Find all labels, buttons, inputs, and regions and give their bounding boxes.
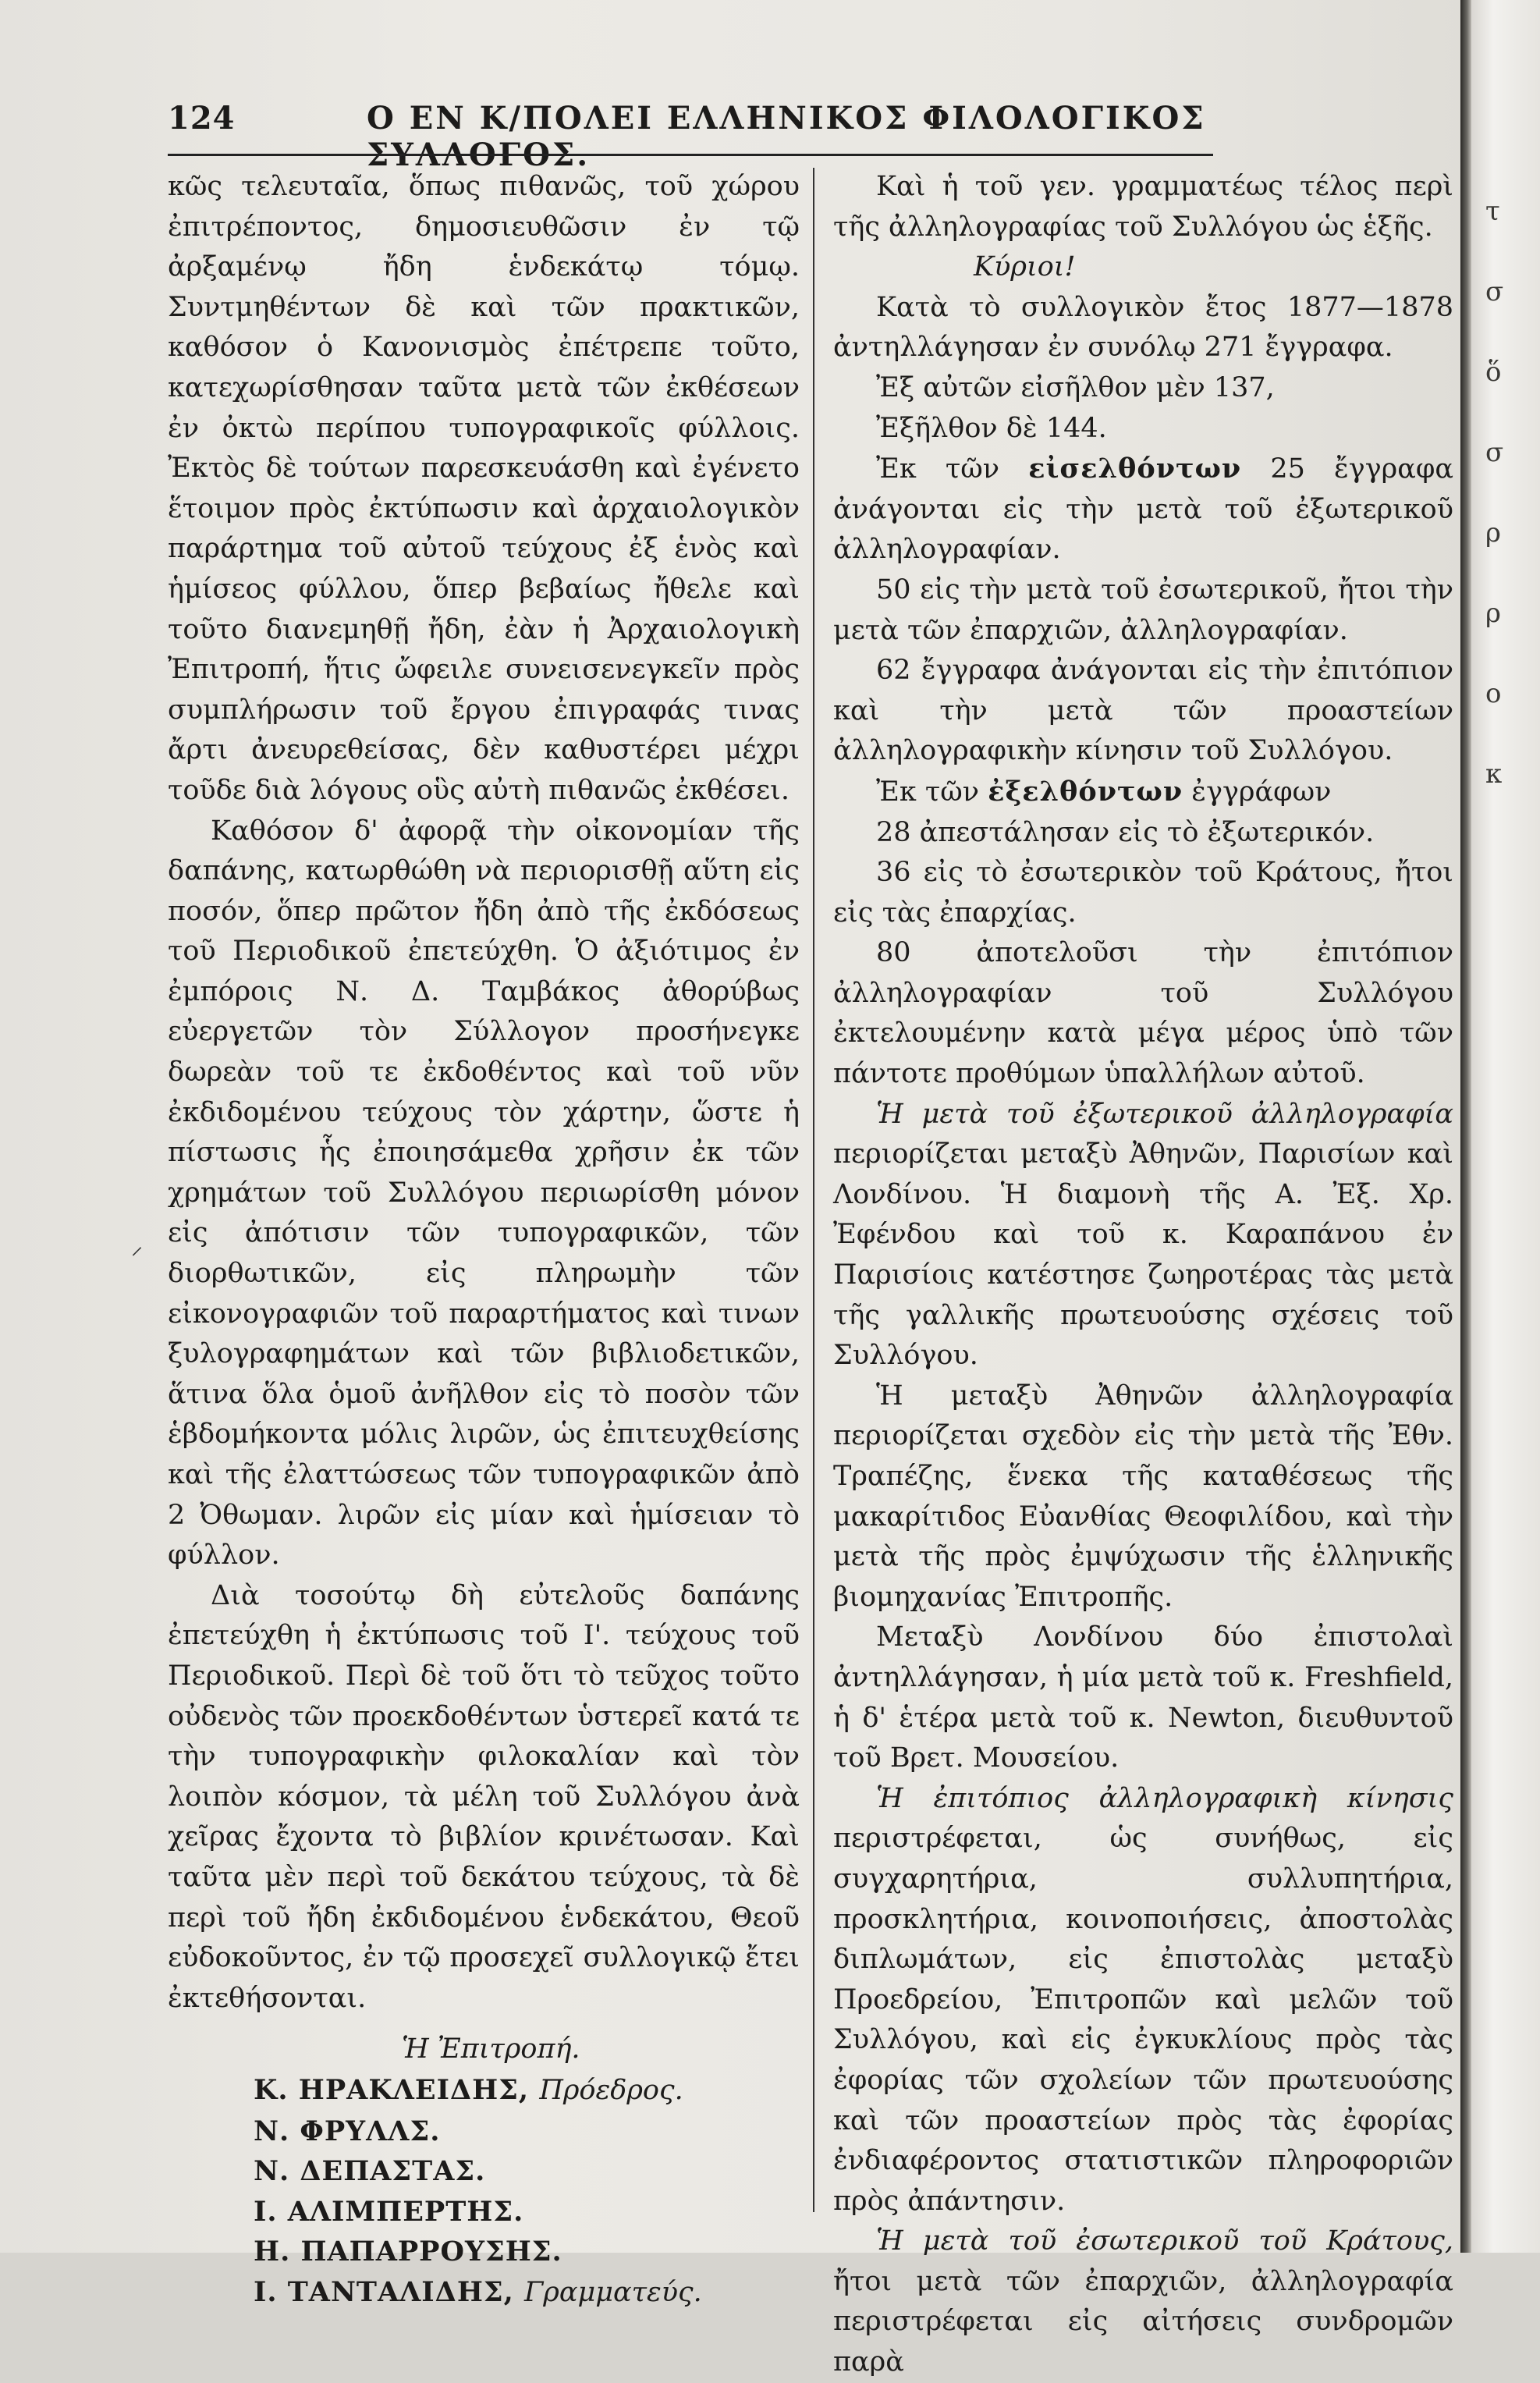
paragraph: Ἡ μετὰ τοῦ ἐσωτερικοῦ τοῦ Κράτους, ἤτοι μετὰ τῶν ἐπαρχιῶν, ἀλληλογραφία περιστρέφεται εἰς αἰτήσεις συνδρομῶν παρὰ [833, 2225, 1453, 2378]
paragraph: Μεταξὺ Λονδίνου δύο ἐπιστολαὶ ἀντηλλάγησαν, ἡ μία μετὰ τοῦ κ. Freshfield, ἡ δ' ἑτέρα μετὰ τοῦ κ. Newton, διευθυντοῦ τοῦ Βρετ. Μουσείου. [833, 1621, 1453, 1774]
paragraph: Ἐκ τῶν εἰσελθόντων 25 ἔγγραφα ἀνάγονται εἰς τὴν μετὰ τοῦ ἐξωτερικοῦ ἀλληλογραφίαν. [833, 453, 1453, 566]
paragraph: Καὶ ἡ τοῦ γεν. γραμματέως τέλος περὶ τῆς ἀλληλογραφίας τοῦ Συλλόγου ὡς ἑξῆς. [833, 171, 1453, 243]
paragraph: 50 εἰς τὴν μετὰ τοῦ ἐσωτερικοῦ, ἤτοι τὴν μετὰ τῶν ἐπαρχιῶν, ἀλληλογραφίαν. [833, 574, 1453, 646]
signatory: Κ. ΗΡΑΚΛΕΙΔΗΣ, Πρόεδρος. [254, 2073, 683, 2106]
edge-letter: κ [1485, 758, 1503, 790]
paragraph: Καθόσον δ' ἀφορᾷ τὴν οἰκονομίαν τῆς δαπάνης, κατωρθώθη νὰ περιορισθῇ αὕτη εἰς ποσόν, ὅπερ πρῶτον ἤδη ἀπὸ τῆς ἐκδόσεως τοῦ Περιοδικοῦ ἐπετεύχθη. Ὁ ἀξιότιμος ἐν ἐμπόροις Ν. Δ. Ταμβάκος ἀθορύβως εὐεργετῶν τὸν Σύλλογον προσήνεγκε δωρεὰν τοῦ τε ἐκδοθέντος καὶ τοῦ νῦν ἐκδιδομένου τεύχους τὸν χάρτην, ὥστε ἡ πίστωσις ἧς ἐποιησάμεθα χρῆσιν ἐκ τῶν χρημάτων τοῦ Συλλόγου περιωρίσθη μόνον εἰς ἀπότισιν τῶν τυπογραφικῶν, τῶν διορθωτικῶν, εἰς πληρωμὴν τῶν εἰκονογραφιῶν τοῦ παραρτήματος καὶ τινων ξυλογραφημάτων καὶ τῶν βιβλιοδετικῶν, ἅτινα ὅλα ὁμοῦ ἀνῆλθον εἰς τὸ ποσὸν τῶν ἑβδομήκοντα μόλις λιρῶν, ὡς ἐπιτευχθείσης καὶ τῆς ἐλαττώσεως τῶν τυπογραφικῶν ἀπὸ 2 Ὀθωμαν. λιρῶν εἰς μίαν καὶ ἡμίσειαν τὸ φύλλον. [168, 815, 800, 1572]
signatory: Η. ΠΑΠΑΡΡΟΥΣΗΣ. [254, 2236, 562, 2268]
salutation: Κύριοι! [974, 251, 1076, 283]
paragraph: Ἡ μετὰ τοῦ ἐξωτερικοῦ ἀλληλογραφία περιορίζεται μεταξὺ Ἀθηνῶν, Παρισίων καὶ Λονδίνου. Ἡ διαμονὴ τῆς Α. Ἐξ. Χρ. Ἐφένδου καὶ τοῦ κ. Καραπάνου ἐν Παρισίοις κατέστησε ζωηροτέρας τὰς μετὰ τῆς γαλλικῆς πρωτευούσης σχέσεις τοῦ Συλλόγου. [833, 1098, 1453, 1372]
committee-label: Ἡ Ἐπιτροπή. [402, 2033, 580, 2065]
paragraph: Ἡ ἐπιτόπιος ἀλληλογραφικὴ κίνησις περιστρέφεται, ὡς συνήθως, εἰς συγχαρητήρια, συλλυπητήρια, προσκλητήρια, κοινοποιήσεις, ἀποστολὰς διπλωμάτων, εἰς ἐπιστολὰς μεταξὺ Προεδρείου, Ἐπιτροπῶν καὶ μελῶν τοῦ Συλλόγου, καὶ εἰς ἐγκυκλίους πρὸς τὰς ἐφορίας τῶν σχολείων τῶν πρωτευούσης καὶ τῶν προαστείων πρὸς τὰς ἐφορίας ἐνδιαφέροντος στατιστικῶν πληροφοριῶν πρὸς ἀπάντησιν. [833, 1782, 1453, 2217]
facing-page-text [1485, 172, 1517, 815]
paragraph: Ἐξῆλθον δὲ 144. [876, 412, 1107, 444]
page-header [168, 100, 1213, 173]
left-column [168, 167, 800, 2313]
edge-letter: τ [1485, 196, 1500, 227]
paragraph: 80 ἀποτελοῦσι τὴν ἐπιτόπιον ἀλληλογραφίαν τοῦ Συλλόγου ἐκτελουμένην κατὰ μέγα μέρος ὑπὸ τῶν πάντοτε προθύμων ὑπαλλήλων αὐτοῦ. [833, 937, 1453, 1090]
signatory: Ν. ΦΡΥΛΛΣ. [254, 2115, 441, 2147]
paragraph: Διὰ τοσούτῳ δὴ εὐτελοῦς δαπάνης ἐπετεύχθη ἡ ἐκτύπωσις τοῦ Ι'. τεύχους τοῦ Περιοδικοῦ. Περὶ δὲ τοῦ ὅτι τὸ τεῦχος τοῦτο οὐδενὸς τῶν προεκδοθέντων ὑστερεῖ κατά τε τὴν τυπογραφικὴν φιλοκαλίαν καὶ τὸν λοιπὸν κόσμον, τὰ μέλη τοῦ Συλλόγου ἀνὰ χεῖρας ἔχοντα τὸ βιβλίον κρινέτωσαν. Καὶ ταῦτα μὲν περὶ τοῦ δεκάτου τεύχους, τὰ δὲ περὶ τοῦ ἤδη ἐκδιδομένου ἑνδεκάτου, Θεοῦ εὐδοκοῦντος, ἐν τῷ προσεχεῖ συλλογικῷ ἔτει ἐκτεθήσονται. [168, 1579, 800, 2014]
edge-letter: ρ [1485, 598, 1501, 629]
margin-mark: ⸝ [131, 1233, 143, 1260]
paragraph: 28 ἀπεστάλησαν εἰς τὸ ἐξωτερικόν. [876, 816, 1375, 848]
paragraph: Ἡ μεταξὺ Ἀθηνῶν ἀλληλογραφία περιορίζεται σχεδὸν εἰς τὴν μετὰ τῆς Ἐθν. Τραπέζης, ἕνεκα τῆς καταθέσεως τῆς μακαρίτιδος Εὐανθίας Θεοφιλίδου, καὶ τὴν μετὰ τῆς πρὸς ἐμψύχωσιν τῆς ἑλληνικῆς βιομηχανίας Ἐπιτροπῆς. [833, 1380, 1453, 1613]
edge-letter: ο [1485, 678, 1502, 709]
paragraph: 36 εἰς τὸ ἐσωτερικὸν τοῦ Κράτους, ἤτοι εἰς τὰς ἐπαρχίας. [833, 857, 1453, 929]
running-title: Ο ΕΝ Κ/ΠΟΛΕΙ ΕΛΛΗΝΙΚΟΣ ΦΙΛΟΛΟΓΙΚΟΣ ΣΥΛΛΟΓΟΣ. [367, 100, 1206, 173]
edge-letter: σ [1485, 276, 1504, 307]
signature-block [168, 2030, 800, 2313]
book-spine [1460, 0, 1471, 2253]
column-divider [813, 168, 814, 2212]
signatory: Ι. ΑΛΙΜΠΕΡΤΗΣ. [254, 2195, 524, 2228]
paragraph: Ἐξ αὐτῶν εἰσῆλθον μὲν 137, [876, 371, 1275, 403]
edge-letter: ρ [1485, 517, 1501, 549]
paragraph: 62 ἔγγραφα ἀνάγονται εἰς τὴν ἐπιτόπιον καὶ τὴν μετὰ τῶν προαστείων ἀλληλογραφικὴν κίνησιν τοῦ Συλλόγου. [833, 655, 1453, 767]
header-rule [168, 154, 1213, 156]
paragraph: Κατὰ τὸ συλλογικὸν ἔτος 1877—1878 ἀντηλλάγησαν ἐν συνόλῳ 271 ἔγγραφα. [833, 291, 1453, 364]
signatory: Ν. ΔΕΠΑΣΤΑΣ. [254, 2155, 486, 2188]
edge-letter: ὅ [1485, 357, 1502, 388]
page-number: 124 [168, 100, 236, 137]
edge-letter: σ [1485, 437, 1504, 468]
right-column [833, 167, 1453, 2383]
signatory: Ι. ΤΑΝΤΑΛΙΔΗΣ, Γραμματεύς. [254, 2275, 702, 2308]
paragraph: κῶς τελευταῖα, ὅπως πιθανῶς, τοῦ χώρου ἐπιτρέποντος, δημοσιευθῶσιν ἐν τῷ ἀρξαμένῳ ἤδη ἑνδεκάτῳ τόμῳ. Συντμηθέντων δὲ καὶ τῶν πρακτικῶν, καθόσον ὁ Κανονισμὸς ἐπέτρεπε τοῦτο, κατεχωρίσθησαν ταῦτα μετὰ τῶν ἐκθέσεων ἐν ὀκτὼ περίπου τυπογραφικοῖς φύλλοις. Ἐκτὸς δὲ τούτων παρεσκευάσθη καὶ ἐγένετο ἕτοιμον πρὸς ἐκτύπωσιν καὶ ἀρχαιολογικὸν παράρτημα τοῦ αὐτοῦ τεύχους ἐξ ἑνὸς καὶ ἡμίσεος φύλλου, ὅπερ βεβαίως ἤθελε καὶ τοῦτο διανεμηθῇ ἤδη, ἐὰν ἡ Ἀρχαιολογικὴ Ἐπιτροπή, ἥτις ὤφειλε συνεισενεγκεῖν πρὸς συμπλήρωσιν τοῦ ἔργου ἐπιγραφάς τινας ἄρτι ἀνευρεθείσας, δὲν καθυστέρει μέχρι τοῦδε διὰ λόγους οὓς αὐτὴ πιθανῶς ἐκθέσει. [168, 171, 800, 806]
paragraph: Ἐκ τῶν ἐξελθόντων ἐγγράφων [876, 775, 1332, 808]
